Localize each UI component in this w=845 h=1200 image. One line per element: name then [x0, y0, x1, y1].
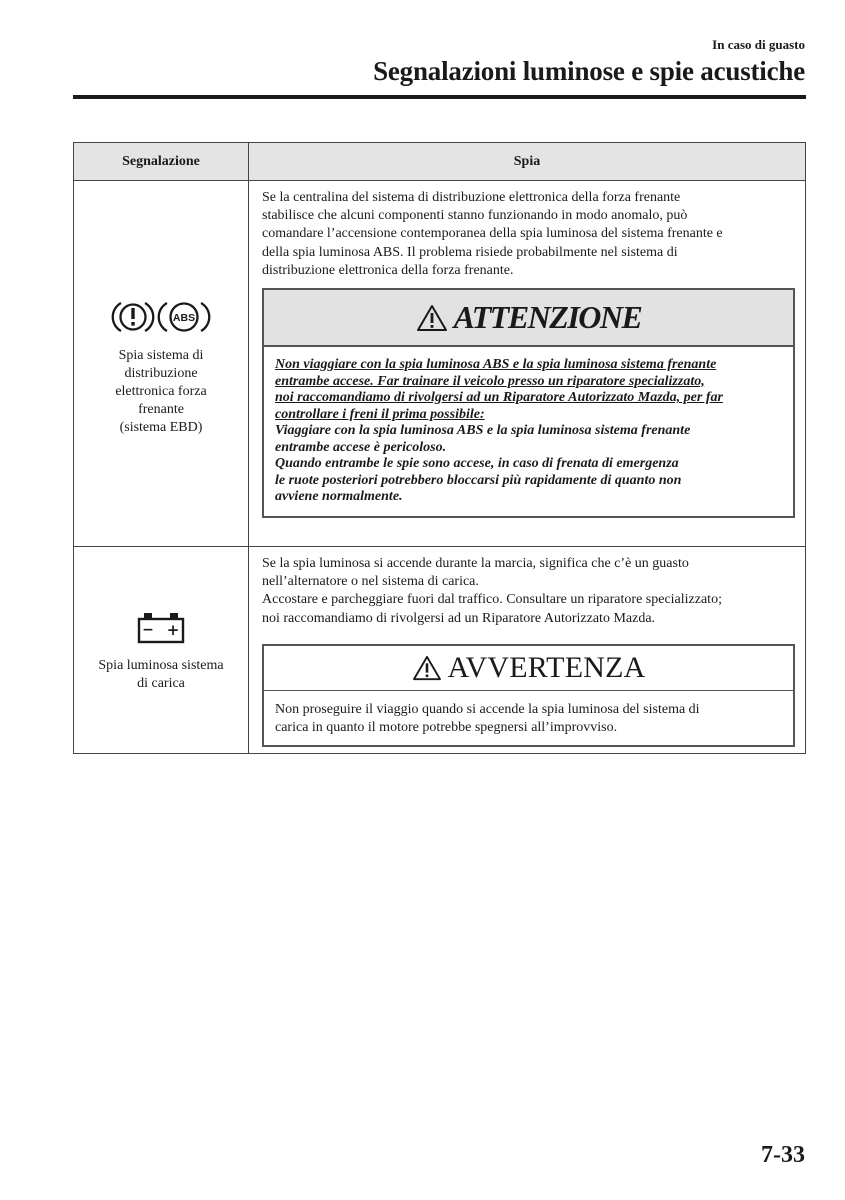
caution-line-underlined: noi raccomandiamo di rivolgersi ad un Riparatore Autorizzato Mazda, per far	[275, 390, 723, 406]
warning-triangle-icon	[412, 655, 442, 681]
description-line: noi raccomandiamo di rivolgersi ad un Riparatore Autorizzato Mazda.	[262, 610, 656, 626]
caution-line: le ruote posteriori potrebbero bloccarsi più rapidamente di quanto non	[275, 472, 682, 488]
description-line: Accostare e parcheggiare fuori dal traffico. Consultare un riparatore specializzato;	[262, 592, 722, 608]
table-header	[74, 143, 805, 181]
warning-notice-body	[264, 691, 793, 745]
warning-title: AVVERTENZA	[447, 650, 646, 684]
caution-notice-body	[264, 347, 793, 516]
caution-title: ATTENZIONE	[453, 299, 642, 336]
caution-line: Quando entrambe le spie sono accese, in caso di frenata di emergenza	[275, 456, 679, 472]
table-row	[74, 181, 805, 546]
description-line: della spia luminosa ABS. Il problema risiede probabilmente nel sistema di	[262, 244, 678, 260]
title-rule	[73, 95, 806, 99]
signal-cell	[74, 547, 249, 753]
page-title: Segnalazioni luminose e spie acustiche	[373, 56, 805, 86]
description-line: distribuzione elettronica della forza frenante.	[262, 262, 514, 278]
description-line: stabilisce che alcuni componenti stanno funzionando in modo anomalo, può	[262, 208, 688, 224]
warning-lights-table	[73, 142, 806, 754]
signal-label-line: (sistema EBD)	[119, 419, 203, 435]
caution-line: entrambe accese è pericoloso.	[275, 439, 447, 455]
description-line: Se la spia luminosa si accende durante la marcia, significa che c’è un guasto	[262, 556, 689, 571]
ebd-brake-abs-warning-icon	[111, 297, 211, 343]
warning-line: Non proseguire il viaggio quando si accende la spia luminosa del sistema di	[275, 701, 700, 717]
warning-triangle-icon	[416, 304, 448, 332]
description-line: nell’alternatore o nel sistema di carica.	[262, 574, 479, 590]
battery-charge-icon	[136, 611, 186, 651]
signal-label-line: Spia sistema di	[118, 347, 204, 363]
warning-line: carica in quanto il motore potrebbe spegnersi all’improvviso.	[275, 719, 618, 735]
caution-line-underlined: Non viaggiare con la spia luminosa ABS e la spia luminosa sistema frenante	[275, 357, 717, 373]
caution-line-underlined: entrambe accese. Far trainare il veicolo presso un riparatore specializzato,	[275, 373, 705, 389]
signal-label-line: di carica	[137, 676, 185, 691]
description-line: Se la centralina del sistema di distribuzione elettronica della forza frenante	[262, 190, 681, 205]
caution-line: Viaggiare con la spia luminosa ABS e la spia luminosa sistema frenante	[275, 423, 691, 439]
description-cell	[249, 547, 805, 753]
warning-notice-header	[264, 646, 793, 691]
header-spia: Spia	[513, 153, 541, 169]
signal-label-line: frenante	[138, 401, 184, 417]
caution-line: avviene normalmente.	[275, 489, 403, 505]
caution-notice	[262, 288, 795, 518]
section-label: In caso di guasto	[712, 37, 805, 52]
caution-line-underlined: controllare i freni il prima possibile:	[275, 406, 485, 422]
caution-notice-header	[264, 290, 793, 347]
signal-label-line: distribuzione	[124, 365, 198, 381]
table-row	[74, 546, 805, 753]
signal-label-line: Spia luminosa sistema	[98, 658, 224, 673]
abs-text: ABS	[172, 311, 196, 324]
battery-minus: −	[142, 622, 154, 638]
description-cell	[249, 181, 805, 546]
warning-notice	[262, 644, 795, 747]
description-line: comandare l’accensione contemporanea della spia luminosa del sistema frenante e	[262, 226, 723, 242]
page-number: 7-33	[761, 1142, 805, 1168]
signal-label-line: elettronica forza	[115, 383, 207, 399]
battery-plus: +	[166, 621, 180, 639]
signal-cell	[74, 181, 249, 546]
header-segnalazione: Segnalazione	[74, 143, 249, 180]
